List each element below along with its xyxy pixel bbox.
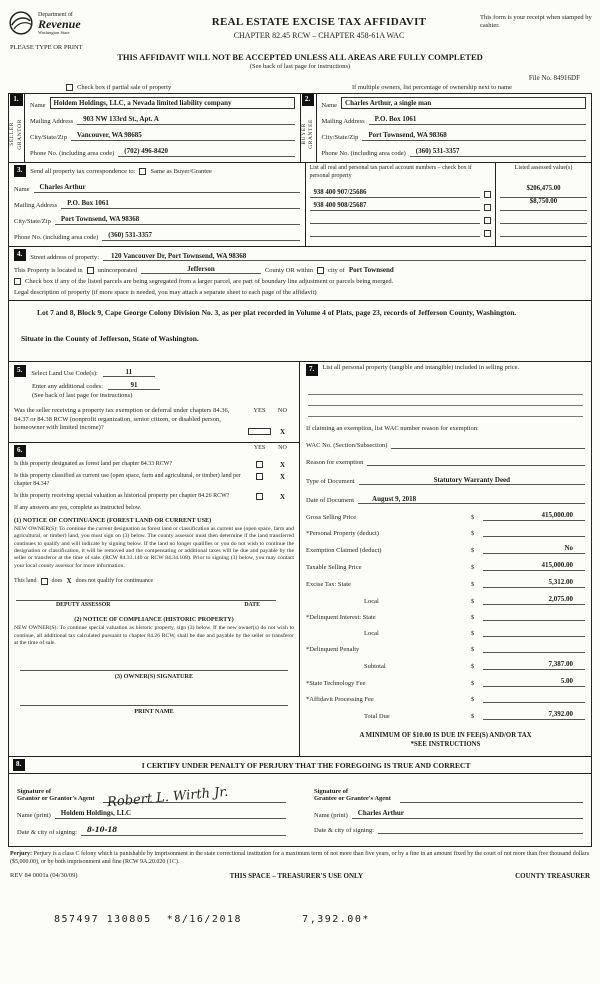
land-use-value: 11 xyxy=(103,368,155,377)
buyer-phone-label: Phone No. (including area code) xyxy=(321,150,406,157)
print-name-caption: PRINT NAME xyxy=(134,708,174,716)
warning-line: THIS AFFIDAVIT WILL NOT BE ACCEPTED UNLESS ALL AREAS ARE FULLY COMPLETED xyxy=(117,52,483,62)
section8-body xyxy=(8,774,592,847)
corr-phone-label: Phone No. (including area code) xyxy=(14,234,99,241)
perjury-text: Perjury is a class C felony which is punishable by imprisonment in the state correctional institution for a maximum term of not more than five years, or by a fine in an amount fixed by the court of not more than five thousand dollars ($5,000.00), or by both imprisonment and fine (RCW 9A.20.020 (1C). xyxy=(10,851,590,865)
historic-question-row xyxy=(14,493,294,501)
money-row-subtotal: Subtotal $ 7,387.00 xyxy=(306,660,585,670)
partial-sale-checkbox[interactable] xyxy=(66,84,73,91)
personal-property-checkbox-3[interactable] xyxy=(484,217,491,224)
personal-property-blank-line-1 xyxy=(308,384,583,395)
grantor-name-print-value: Holdem Holdings, LLC xyxy=(55,809,286,819)
buyer-side-label: BUYER xyxy=(300,123,307,145)
this-land-label: This land xyxy=(14,578,37,585)
section5-no-header: NO xyxy=(277,407,288,415)
total-due-value: 7,392.00 xyxy=(483,710,585,720)
current-use-question: Is this property classified as current use (open space, farm and agricultural, or timber) land per chapter 84.34? xyxy=(14,473,241,487)
personal-property-checkbox-1[interactable] xyxy=(484,191,491,198)
subtotal-value: 7,387.00 xyxy=(483,660,585,670)
grantor-name-print-label: Name (print) xyxy=(17,812,51,820)
exemption-claimed-value: No xyxy=(483,544,585,554)
owners-signature-line xyxy=(20,657,288,671)
continuance-does-checkbox[interactable] xyxy=(41,578,48,585)
parties-section xyxy=(8,93,592,163)
parcel-number-2: 938 400 908/25687 xyxy=(310,202,481,211)
state-technology-fee-value: 5.00 xyxy=(483,677,585,687)
money-row-state-tech-fee: *State Technology Fee $ 5.00 xyxy=(306,677,585,687)
buyer-mailing-label: Mailing Address xyxy=(321,118,365,125)
taxable-selling-price-value: 415,000.00 xyxy=(483,561,585,571)
section4 xyxy=(8,247,592,301)
see-instructions-note: *SEE INSTRUCTIONS xyxy=(410,741,481,749)
money-row-excise-state: Excise Tax: State $ 5,312.00 xyxy=(306,578,585,588)
grantor-date-city-value: 8-10-18 xyxy=(81,825,286,836)
section7 xyxy=(300,362,592,757)
section2-number: 2. xyxy=(302,94,314,106)
forest-land-yes-checkbox[interactable] xyxy=(256,461,263,468)
money-row-delinquent-interest-state: *Delinquent Interest: State $ xyxy=(306,612,585,621)
section6-yes-header: YES xyxy=(253,445,266,452)
deputy-assessor-label: DEPUTY ASSESSOR xyxy=(56,602,111,609)
section8-number: 8. xyxy=(13,759,25,771)
date-of-document-value: August 9, 2018 xyxy=(358,495,585,504)
section5-yes-header: YES xyxy=(253,407,266,415)
seller-phone-label: Phone No. (including area code) xyxy=(30,150,115,157)
parcel-number-4 xyxy=(310,228,481,237)
personal-property-blank-line-3 xyxy=(308,406,583,417)
additional-codes-label: Enter any additional codes: xyxy=(32,383,103,391)
section6-number: 6. xyxy=(14,445,26,457)
corr-csz-value: Port Townsend, WA 98368 xyxy=(55,215,300,225)
section7-number: 7. xyxy=(306,364,318,376)
does-label: does xyxy=(51,578,63,585)
parcel-row xyxy=(310,185,492,198)
receipt-note: This form is your receipt when stamped by cashier. xyxy=(480,14,592,30)
affidavit-processing-fee-value xyxy=(483,694,585,703)
seller-name-label: Name xyxy=(30,102,46,109)
buyer-csz-value: Port Townsend, WA 98368 xyxy=(362,131,586,141)
money-row-delinquent-penalty: *Delinquent Penalty $ xyxy=(306,644,585,653)
exemption-yes-checkbox[interactable] xyxy=(248,428,271,435)
corr-phone-value: (360) 531-3357 xyxy=(102,231,299,241)
seller-csz-label: City/State/Zip xyxy=(30,134,67,141)
notice-compliance-title: (2) NOTICE OF COMPLIANCE (HISTORIC PROPERTY) xyxy=(74,616,234,624)
grantee-agent-label: Grantee or Grantee's Agent xyxy=(314,795,391,803)
corr-name-label: Name xyxy=(14,186,30,193)
street-address-label: Street address of property: xyxy=(30,254,100,261)
exemption-claim-label: If claiming an exemption, list WAC number reason for exemption: xyxy=(306,425,479,433)
seller-mailing-value: 903 NW 133rd St., Apt. A xyxy=(77,115,294,125)
buyer-name-label: Name xyxy=(321,102,338,109)
section1-number: 1. xyxy=(10,94,22,106)
partial-sale-label: Check box if partial sale of property xyxy=(77,84,172,91)
assessed-value-1: $206,475.00 xyxy=(500,185,587,198)
personal-property-deduct-value xyxy=(483,528,585,537)
section4-number: 4. xyxy=(14,249,26,261)
file-number: File No. 84916DF xyxy=(528,74,580,82)
section5 xyxy=(8,362,300,443)
parcel-row xyxy=(310,211,492,224)
money-row-exemption-claimed: Exemption Claimed (deduct) $ No xyxy=(306,544,585,554)
section6 xyxy=(8,443,300,757)
same-as-buyer-label: Same as Buyer/Grantee xyxy=(150,167,212,175)
city-value: Port Townsend xyxy=(348,266,394,274)
buyer-name-value: Charles Arthur, a single man xyxy=(341,97,586,109)
historic-question: Is this property receiving special valuation as historical property per chapter 84.26 RCW? xyxy=(14,492,230,499)
dept-line2: Revenue xyxy=(38,16,81,31)
grantor-signature: Robert L. Wirth Jr. xyxy=(106,784,229,811)
grantor-date-city-label: Date & city of signing: xyxy=(17,829,77,837)
money-row-personal-property: *Personal Property (deduct) $ xyxy=(306,528,585,537)
personal-property-checkbox-4[interactable] xyxy=(484,230,491,237)
cashier-stamp: 857497 130805 *8/16/2018 7,392.00* xyxy=(54,913,370,925)
grantee-name-print-value: Charles Arthur xyxy=(352,809,583,819)
excise-tax-local-value: 2,075.00 xyxy=(483,595,585,605)
historic-no-answer: X xyxy=(279,492,286,501)
section8-header xyxy=(8,757,592,774)
corr-name-value: Charles Arthur xyxy=(34,183,300,193)
parcel-number-1: 938 400 907/25686 xyxy=(310,189,481,198)
money-row-delinquent-interest-local: Local $ xyxy=(306,628,585,637)
delinquent-interest-state-value xyxy=(483,612,585,621)
perjury-statement xyxy=(8,851,592,867)
current-use-yes-checkbox[interactable] xyxy=(256,473,263,480)
section5-see-back: (See back of last page for instructions) xyxy=(32,392,133,400)
type-of-document-label: Type of Document xyxy=(306,478,355,486)
city-checkbox[interactable] xyxy=(317,267,324,274)
street-address-value: 120 Vancouver Dr, Port Townsend, WA 98368 xyxy=(103,252,586,261)
reason-exemption-label: Reason for exemption xyxy=(306,459,364,467)
wac-number-value xyxy=(391,440,585,449)
form-header xyxy=(8,10,592,51)
historic-yes-checkbox[interactable] xyxy=(256,493,263,500)
section3-number: 3. xyxy=(14,165,26,177)
certify-statement: I CERTIFY UNDER PENALTY OF PERJURY THAT THE FOREGOING IS TRUE AND CORRECT xyxy=(141,760,471,770)
buyer-section xyxy=(300,94,592,162)
grantee-name-print-label: Name (print) xyxy=(314,812,348,820)
corr-mailing-label: Mailing Address xyxy=(14,202,58,209)
section6-no-header: NO xyxy=(278,445,287,452)
buyer-mailing-value: P.O. Box 1061 xyxy=(369,115,586,125)
notice-compliance-text: NEW OWNER(S): To continue special valuation as historic property, sign (3) below. If the new owner(s) do not wish to continue, all additional tax calculated pursuant to chapter 84.26 RCW, shall be due and payable by the seller or transferor at the time of sale. xyxy=(14,625,294,646)
unincorporated-label: unincorporated xyxy=(97,267,137,274)
grantee-date-city-label: Date & city of signing: xyxy=(314,827,374,835)
section3 xyxy=(8,163,592,247)
grantee-signature-block xyxy=(314,779,583,836)
exemption-no-answer: X xyxy=(279,428,286,437)
type-of-document-value: Statutory Warranty Deed xyxy=(359,476,585,485)
rev-form-number: REV 84 0001a (04/30/09) xyxy=(10,872,78,880)
parcel-number-3 xyxy=(310,215,481,224)
city-of-label: city of xyxy=(328,267,345,274)
grantor-signature-line xyxy=(103,779,286,811)
segregated-label: Check box if any of the listed parcels are being segregated from a larger parcel, are part of boundary line adjustment or parcels being merged. xyxy=(25,278,394,285)
parcel-list-header: List all real and personal tax parcel account numbers – check box if personal property xyxy=(309,165,472,179)
grantor-side-label: GRANTOR xyxy=(16,118,23,150)
owners-signature-caption: (3) OWNER(S) SIGNATURE xyxy=(114,673,194,681)
buyer-phone-value: (360) 531-3357 xyxy=(410,147,586,157)
situate-line: Situate in the County of Jefferson, State of Washington. xyxy=(21,334,199,344)
county-value: Jefferson xyxy=(141,265,261,274)
minimum-due-note: A MINIMUM OF $10.00 IS DUE IN FEE(S) AND/OR TAX xyxy=(359,732,532,740)
current-use-no-answer: X xyxy=(279,473,286,482)
if-any-yes-note: If any answers are yes, complete as instructed below. xyxy=(14,504,142,511)
send-correspondence-label: Send all property tax correspondence to: xyxy=(30,167,136,175)
please-type-note: PLEASE TYPE OR PRINT xyxy=(10,44,83,51)
seller-section xyxy=(9,94,300,162)
delinquent-interest-local-value xyxy=(483,628,585,637)
does-not-label: does not qualify for continuance xyxy=(75,578,154,585)
grantee-date-city-value xyxy=(378,825,583,834)
personal-property-blank-line-2 xyxy=(308,395,583,406)
county-or-label: County OR within xyxy=(264,267,314,274)
seller-csz-value: Vancouver, WA 98685 xyxy=(71,131,295,141)
notice-continuance-title: (1) NOTICE OF CONTINUANCE (FOREST LAND OR CURRENT USE) xyxy=(14,516,212,524)
forest-land-question: Is this property designated as forest land per chapter 84.33 RCW? xyxy=(14,461,173,468)
parcel-row xyxy=(310,224,492,237)
multiple-owners-note: If multiple owners, list percentage of ownership next to name xyxy=(352,84,512,91)
money-row-total-due: Total Due $ 7,392.00 xyxy=(306,710,585,720)
gross-selling-price-value: 415,000.00 xyxy=(483,511,585,521)
grantor-agent-label: Grantor or Grantor's Agent xyxy=(17,795,95,803)
grantee-sig-of-label: Signature of xyxy=(314,787,349,795)
personal-property-checkbox-2[interactable] xyxy=(484,204,491,211)
deputy-date-label: DATE xyxy=(244,602,260,609)
dept-line3: Washington State xyxy=(38,29,70,35)
footer-row xyxy=(8,872,592,880)
see-back-note: (See back of last page for instructions) xyxy=(249,63,351,70)
money-row-affidavit-fee: *Affidavit Processing Fee $ xyxy=(306,694,585,703)
legal-description-block xyxy=(8,301,592,362)
assessed-value-2: $8,750.00 xyxy=(500,198,587,211)
land-use-label: Select Land Use Code(s): xyxy=(31,370,98,378)
same-as-buyer-checkbox[interactable] xyxy=(139,168,146,175)
deputy-assessor-signature-line xyxy=(16,589,276,601)
exemption-question: Was the seller receiving a property tax exemption or deferral under chapters 84.36, 84.37 or 84.38 RCW (nonprofit organization, senior citizen, or disabled person, homeowner with limited income)? xyxy=(14,407,230,431)
excise-tax-state-value: 5,312.00 xyxy=(483,578,585,588)
additional-codes-value: 91 xyxy=(108,381,160,390)
assessed-value-3 xyxy=(500,211,587,224)
delinquent-penalty-value xyxy=(483,644,585,653)
legal-description-label: Legal description of property (if more space is needed, you may attach a separate sheet to each page of the affidavit) xyxy=(14,289,317,296)
money-row-taxable: Taxable Selling Price $ 415,000.00 xyxy=(306,561,585,571)
top-strip xyxy=(8,84,592,93)
current-use-question-row xyxy=(14,473,294,489)
forest-land-question-row xyxy=(14,461,294,469)
perjury-label: Perjury: xyxy=(10,851,32,858)
corr-mailing-value: P.O. Box 1061 xyxy=(61,199,299,209)
dept-of-revenue-logo xyxy=(8,10,158,36)
reason-exemption-value xyxy=(367,457,585,466)
assessed-value-4 xyxy=(500,224,587,237)
notice-continuance-text: NEW OWNER(S): To continue the current designation as forest land or classification as current use (open space, farm and agricultural, or timber) land, you must sign on (3) below. The county assessor must then determine if the land transferred continues to qualify and will indicate by signing below. If the land no longer qualifies or you do not wish to continue the designation or classification, it will be removed and the compensating or additional taxes will be due and payable by the seller or transferor at the time of sale. (RCW 84.33.140 or RCW 84.34.108). Prior to signing (3) below, you may contact your local county assessor for more information. xyxy=(14,525,294,569)
section5-number: 5. xyxy=(14,365,26,377)
seller-side-label: SELLER xyxy=(9,122,16,146)
grantor-signature-block xyxy=(17,779,286,836)
personal-property-label: List all personal property (tangible and intangible) included in selling price. xyxy=(322,364,520,372)
legal-description-value: Lot 7 and 8, Block 9, Cape George Colony Division No. 3, as per plat recorded in Volume 4 of Plats, page 23, records of Jefferson County, Washington. xyxy=(37,308,517,317)
money-row-gross: Gross Selling Price $ 415,000.00 xyxy=(306,511,585,521)
date-of-document-label: Date of Document xyxy=(306,497,355,505)
located-label: This Property is located in xyxy=(14,267,83,274)
seller-mailing-label: Mailing Address xyxy=(30,118,74,125)
treasurer-space-label: THIS SPACE – TREASURER'S USE ONLY xyxy=(229,871,364,880)
dept-line1: Department of xyxy=(38,11,73,18)
grantor-sig-of-label: Signature of xyxy=(17,787,52,795)
grantee-side-label: GRANTEE xyxy=(308,119,314,149)
forest-land-no-answer: X xyxy=(279,461,286,470)
corr-csz-label: City/State/Zip xyxy=(14,218,51,225)
buyer-csz-label: City/State/Zip xyxy=(321,134,359,141)
money-row-excise-local: Local $ 2,075.00 xyxy=(306,595,585,605)
wac-number-label: WAC No. (Section/Subsection) xyxy=(306,442,388,450)
seller-name-value: Holdem Holdings, LLC, a Nevada limited liability company xyxy=(50,97,295,109)
form-title: REAL ESTATE EXCISE TAX AFFIDAVIT xyxy=(211,16,427,28)
print-name-line xyxy=(20,692,288,706)
assessed-value-header: Listed assessed value(s) xyxy=(514,165,573,171)
parcel-row xyxy=(310,198,492,211)
seller-phone-value: (702) 496-8420 xyxy=(118,147,294,157)
revenue-swirl-icon xyxy=(8,10,34,36)
unincorporated-checkbox[interactable] xyxy=(87,267,94,274)
does-not-x-mark: X xyxy=(66,577,72,586)
chapter-line: CHAPTER 82.45 RCW – CHAPTER 458-61A WAC xyxy=(233,31,405,40)
grantee-signature-line xyxy=(400,779,583,803)
county-treasurer-label: COUNTY TREASURER xyxy=(515,871,590,880)
segregated-checkbox[interactable] xyxy=(14,278,21,285)
